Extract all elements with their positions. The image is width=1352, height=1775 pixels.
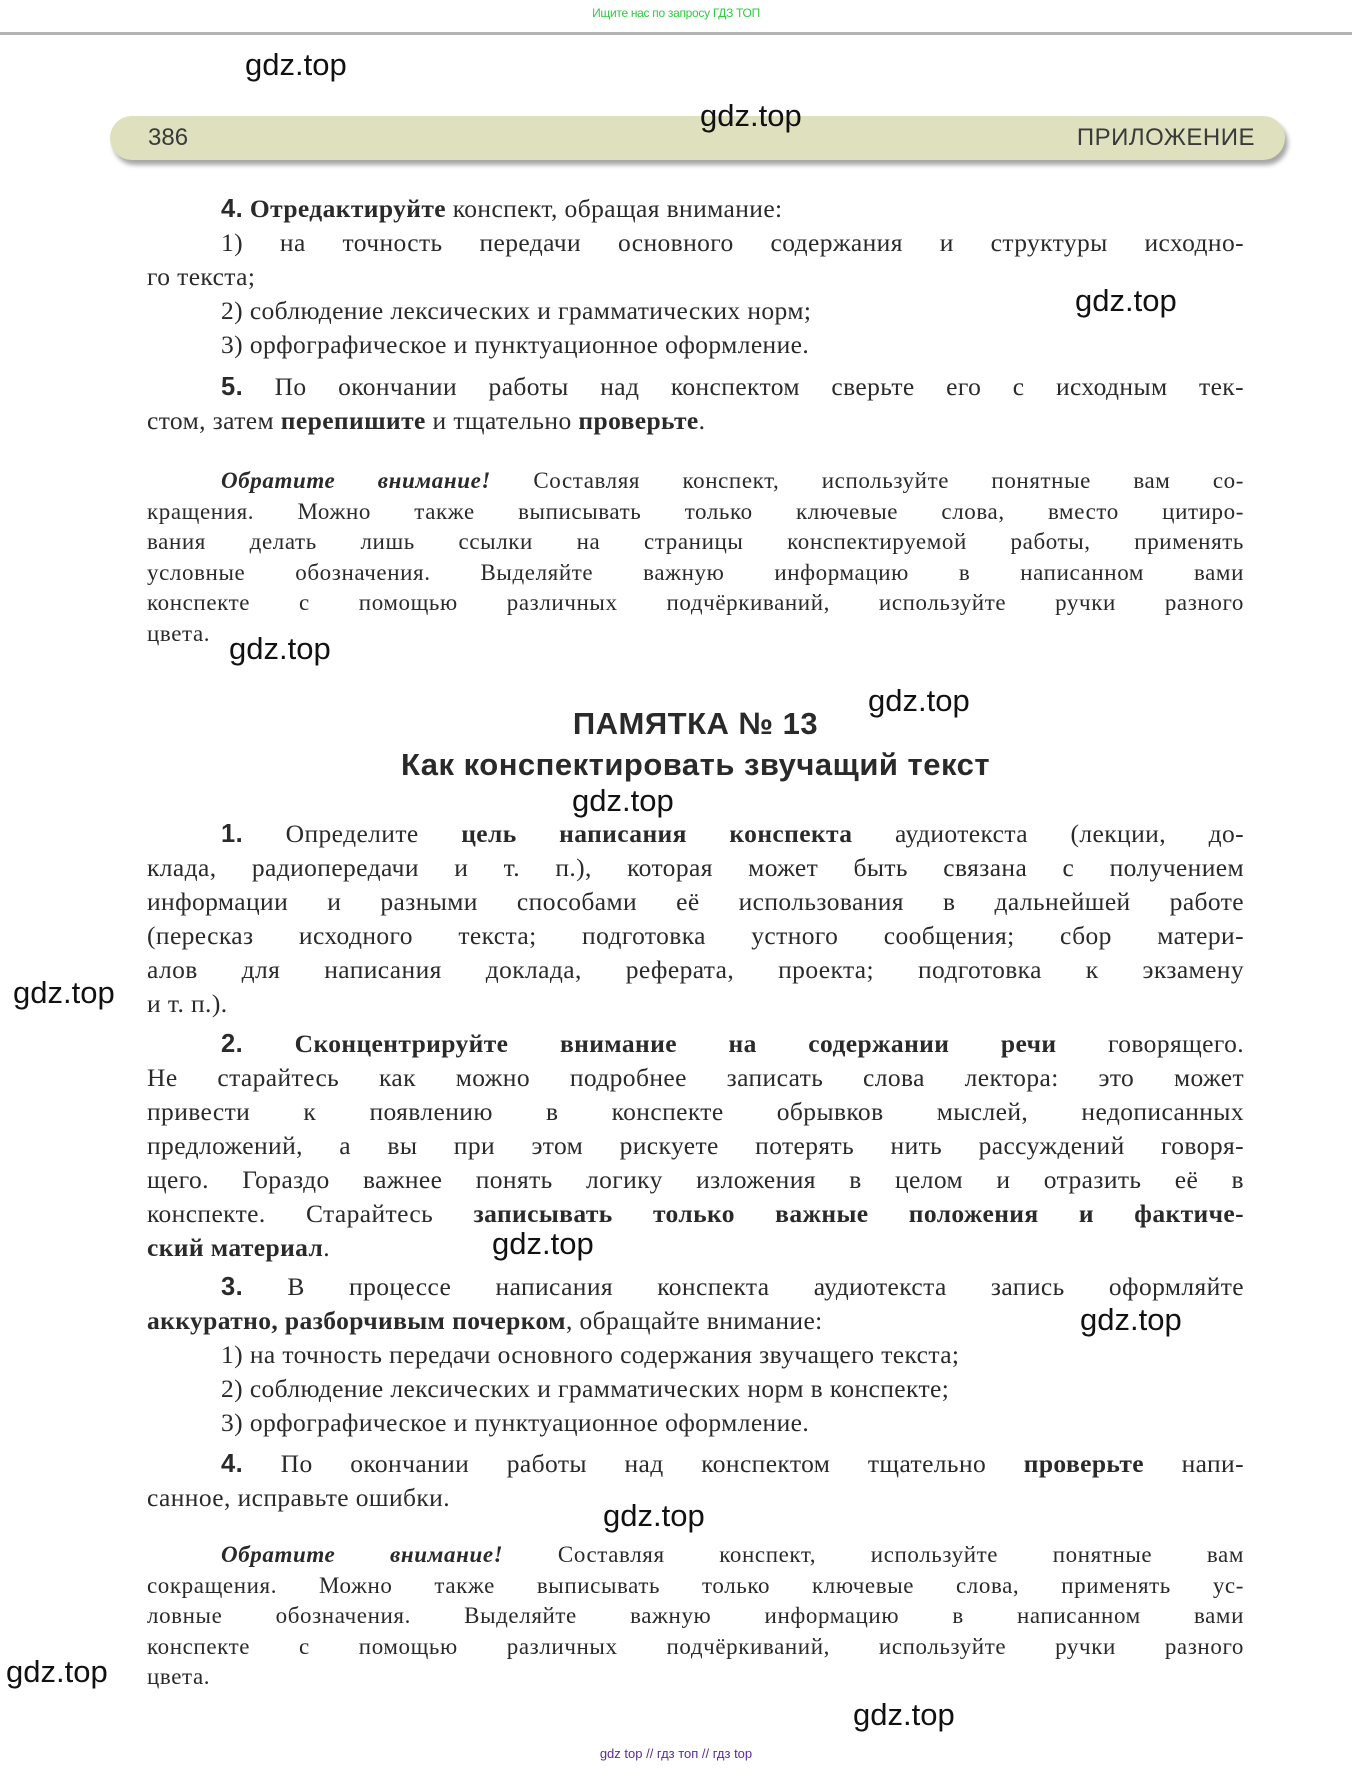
watermark: gdz.top [1080,1302,1182,1337]
watermark: gdz.top [6,1654,108,1689]
text-segment: санное, исправьте ошибки. [147,1483,451,1512]
paragraph [147,1027,1244,1265]
page-header [110,116,1285,160]
text-segment: цвета. [147,1664,211,1689]
text-segment: 1) на точность передачи основного содержания и структуры исходно- [221,228,1244,257]
text-line [147,953,1244,987]
text-segment: аккуратно, разборчивым почерком [147,1306,566,1335]
note-paragraph [147,1540,1244,1693]
note-paragraph [147,466,1244,649]
text-segment: ский материал [147,1233,324,1262]
text-segment: 2) соблюдение лексических и грамматических норм в конспекте; [221,1374,950,1403]
text-line [147,885,1244,919]
text-segment: и т. п.). [147,989,228,1018]
text-segment: Обратите внимание! [221,468,491,493]
text-segment: конспект, обращая внимание: [445,194,783,223]
text-segment: , обращайте внимание: [565,1306,823,1335]
text-line [147,1027,1244,1061]
text-segment: . [323,1233,331,1262]
text-line [147,1447,1244,1481]
text-segment: По окончании работы над конспектом сверьте его с исходным тек- [243,372,1244,401]
text-line [147,1231,1244,1265]
section-title: ПРИЛОЖЕНИЕ [1076,124,1255,151]
text-line [147,328,1244,362]
text-line [147,1095,1244,1129]
watermark: gdz.top [572,783,674,818]
text-segment: 3) орфографическое и пунктуационное оформление. [221,330,810,359]
text-line [147,558,1244,589]
text-segment: стом, затем [147,406,281,435]
text-segment: перепишите [280,406,426,435]
text-segment: привести к появлению в конспекте обрывков мыслей, недописанных [147,1097,1244,1126]
text-segment: напи- [1143,1449,1244,1478]
text-segment: По окончании работы над конспектом тщательно [243,1449,1024,1478]
text-line [147,404,1244,438]
text-segment: ловные обозначения. Выделяйте важную информацию в написанном вами [147,1603,1244,1628]
text-segment: 1) на точность передачи основного содержания звучащего текста; [221,1340,960,1369]
text-segment: Не старайтесь как можно подробнее записать слова лектора: это может [147,1063,1244,1092]
text-segment: щего. Гораздо важнее понять логику изложения в целом и отразить её в [147,1165,1244,1194]
text-segment: аудиотекста (лекции, до- [852,819,1244,848]
text-segment: условные обозначения. Выделяйте важную информацию в написанном вами [147,559,1244,585]
text-line [147,1632,1244,1663]
text-line [147,226,1244,260]
text-line [147,192,1244,226]
divider [0,32,1352,35]
text-segment: Составляя конспект, используйте понятные вам со- [490,468,1244,493]
text-line [147,370,1244,404]
item-number: 4. [221,195,244,223]
text-line [147,1540,1244,1571]
text-segment: сокращения. Можно также выписывать только ключевые слова, применять ус- [147,1572,1244,1598]
text-line [147,817,1244,851]
text-segment: говорящего. [1056,1029,1244,1058]
watermark: gdz.top [1075,283,1177,318]
text-segment: информации и разными способами её использования в дальнейшей работе [147,887,1244,916]
watermark: gdz.top [868,683,970,718]
text-line [147,1163,1244,1197]
text-line [147,497,1244,528]
text-segment: . [698,406,706,435]
text-segment: цель написания конспекта [461,819,853,848]
watermark: gdz.top [245,47,347,82]
item-number: 3. [221,1273,244,1301]
text-segment: Определите [243,819,462,848]
text-segment: Составляя конспект, используйте понятные вам [503,1542,1244,1567]
paragraph [147,1270,1244,1440]
text-segment: В процессе написания конспекта аудиотекста запись оформляйте [243,1272,1244,1301]
text-line [147,851,1244,885]
text-line [147,1338,1244,1372]
search-banner: Ищите нас по запросу ГДЗ ТОП [592,6,760,20]
text-segment: кращения. Можно также выписывать только ключевые слова, вместо цитиро- [147,498,1244,524]
watermark: gdz.top [700,98,802,133]
footer-links[interactable]: gdz top // гдз топ // гдз top [599,1746,753,1761]
memo-title: ПАМЯТКА № 13 [572,706,819,741]
item-number: 5. [221,373,244,401]
memo-subtitle: Как конспектировать звучащий текст [400,747,991,782]
text-segment: (пересказ исходного текста; подготовка устного сообщения; сбор матери- [147,921,1244,950]
text-line [147,1270,1244,1304]
text-line [147,1197,1244,1231]
text-segment: предложений, а вы при этом рискуете потерять нить рассуждений говоря- [147,1131,1244,1160]
watermark: gdz.top [229,631,331,666]
text-line [147,987,1244,1021]
text-segment: конспекте с помощью различных подчёркиваний, используйте ручки разного [147,590,1244,615]
text-segment: 3) орфографическое и пунктуационное оформление. [221,1408,810,1437]
item-number: 1. [221,820,244,848]
text-segment: проверьте [1023,1449,1144,1478]
text-segment: проверьте [578,406,699,435]
text-segment: Отредактируйте [243,194,446,223]
item-number: 4. [221,1450,244,1478]
text-segment: вания делать лишь ссылки на страницы конспектируемой работы, применять [147,529,1244,554]
item-number: 2. [221,1030,244,1058]
page-number: 386 [148,124,189,151]
text-segment: алов для написания доклада, реферата, проекта; подготовка к экзамену [147,955,1244,984]
text-line [147,527,1244,558]
text-line [147,588,1244,619]
text-line [147,1601,1244,1632]
text-line [147,1372,1244,1406]
text-segment: и тщательно [425,406,579,435]
text-segment: Обратите внимание! [221,1542,504,1567]
text-segment: клада, радиопередачи и т. п.), которая может быть связана с получением [147,853,1244,882]
text-line [147,1571,1244,1602]
paragraph [147,192,1244,362]
text-segment: цвета. [147,620,211,646]
watermark: gdz.top [13,975,115,1010]
text-segment: конспекте. Старайтесь [147,1199,474,1228]
paragraph [147,817,1244,1021]
text-line [147,1061,1244,1095]
text-line [147,919,1244,953]
text-segment: записывать только важные положения и фактиче- [473,1199,1244,1228]
text-segment: 2) соблюдение лексических и грамматических норм; [221,296,812,325]
text-segment: конспекте с помощью различных подчёркиваний, используйте ручки разного [147,1633,1244,1659]
paragraph [147,370,1244,438]
text-line [147,1406,1244,1440]
text-line [147,466,1244,497]
watermark: gdz.top [853,1697,955,1732]
text-segment: Сконцентрируйте внимание на содержании речи [243,1029,1057,1058]
text-segment: го текста; [147,262,256,291]
watermark: gdz.top [492,1226,594,1261]
text-line [147,1129,1244,1163]
watermark: gdz.top [603,1498,705,1533]
text-line [147,1662,1244,1693]
